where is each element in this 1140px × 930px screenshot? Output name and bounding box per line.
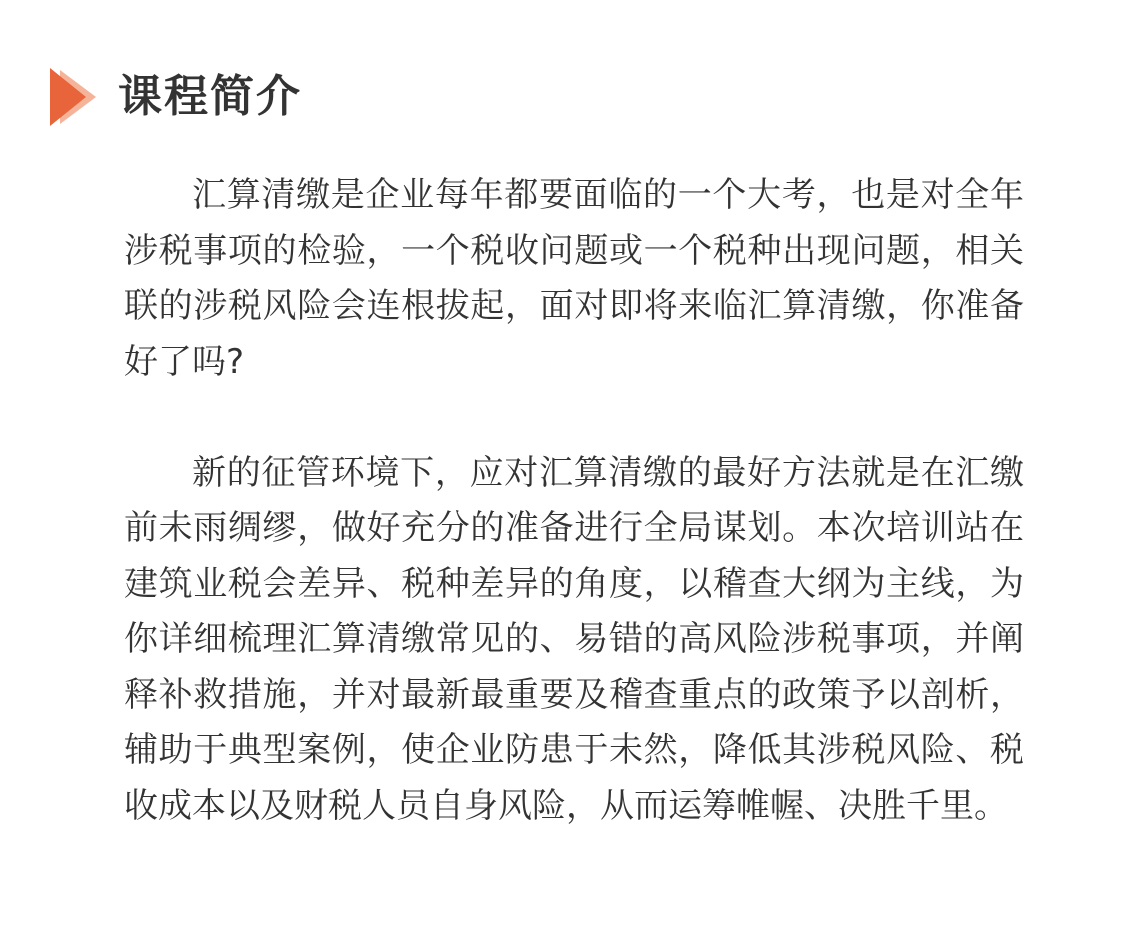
play-arrow-icon bbox=[48, 66, 104, 128]
intro-paragraph-1: 汇算清缴是企业每年都要面临的一个大考，也是对全年涉税事项的检验，一个税收问题或一个税种出现问题，相关联的涉税风险会连根拔起，面对即将来临汇算清缴，你准备好了吗? bbox=[124, 175, 1024, 382]
section-title: 课程简介 bbox=[118, 71, 302, 122]
intro-body bbox=[124, 168, 1024, 834]
intro-paragraph-2: 新的征管环境下，应对汇算清缴的最好方法就是在汇缴前未雨绸缪，做好充分的准备进行全局谋划。本次培训站在建筑业税会差异、税种差异的角度，以稽查大纲为主线，为你详细梳理汇算清缴常见的、易错的高风险涉税事项，并阐释补救措施，并对最新最重要及稽查重点的政策予以剖析，辅助于典型案例，使企业防患于未然，降低其涉税风险、税收成本以及财税人员自身风险，从而运筹帷幄、决胜千里。 bbox=[124, 452, 1024, 826]
section-heading bbox=[48, 66, 302, 128]
